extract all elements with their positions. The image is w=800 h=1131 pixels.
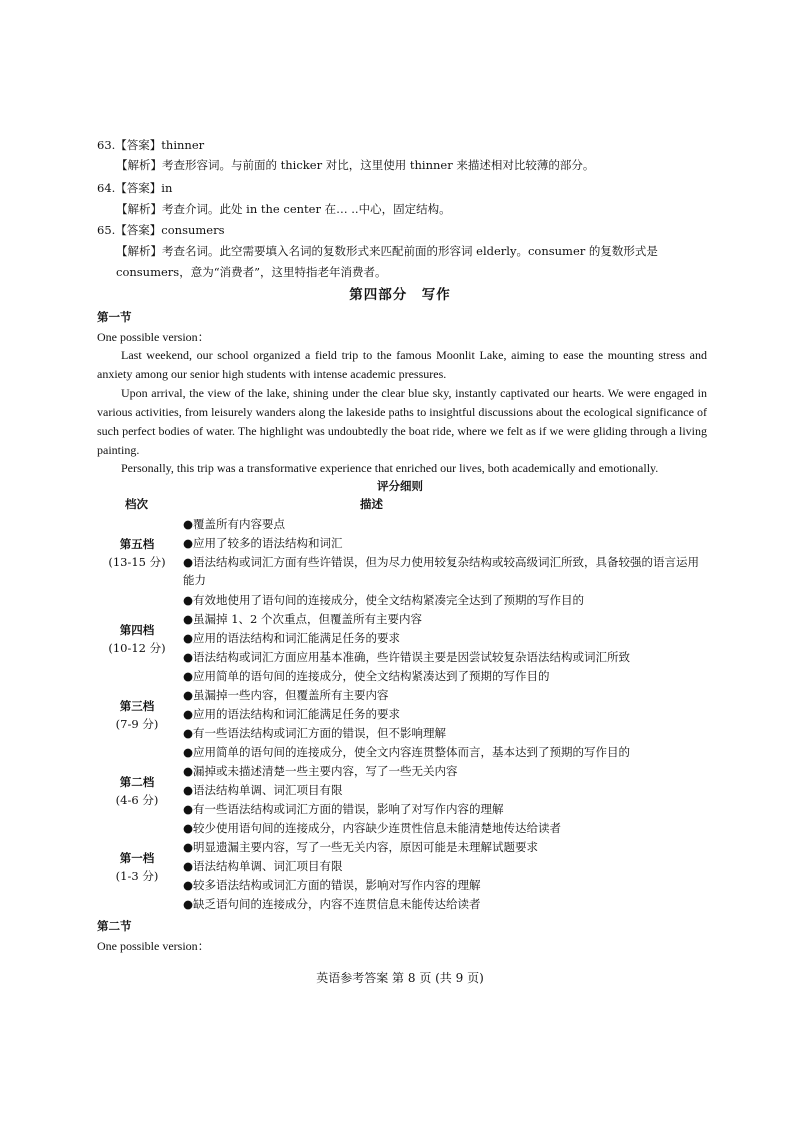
rubric-bullet: ●较多语法结构或词汇方面的错误，影响对写作内容的理解 — [183, 878, 481, 892]
answer-63 — [97, 137, 204, 154]
rubric-bullet: ●漏掉或未描述清楚一些主要内容，写了一些无关内容 — [183, 764, 458, 778]
essay-paragraph-2: Upon arrival, the view of the lake, shining under the clear blue sky, instantly captivated our hearts. We were engaged in various activities, from leisurely wanders along the lakeside paths to insightful discussions about the ecological significance of such perfect bodies of water. The highlight was undoubtedly the boat ride, where we felt as if we were gliding through a living painting. — [97, 386, 707, 457]
rubric-level-1 — [97, 849, 177, 885]
section1-title: 第一节 — [97, 310, 132, 324]
answer-text: 【答案】in — [115, 181, 173, 195]
level-name: 第四档 — [119, 623, 155, 637]
rubric-level-5 — [97, 535, 177, 571]
answer-number: 65. — [97, 223, 116, 237]
essay-paragraph-1: Last weekend, our school organized a field trip to the famous Moonlit Lake, aiming to ease the mounting stress and anxiety among our senior high students with intense academic pressures. — [97, 348, 707, 381]
rubric-bullet: ●语法结构单调、词汇项目有限 — [183, 859, 343, 873]
section1-version-label: One possible version： — [97, 330, 210, 344]
rubric-bullet: ●应用的语法结构和词汇能满足任务的要求 — [183, 707, 401, 721]
rubric-bullet: ●语法结构单调、词汇项目有限 — [183, 783, 343, 797]
rubric-bullet: ●缺乏语句间的连接成分，内容不连贯信息未能传达给读者 — [183, 897, 481, 911]
rubric-bullet: ●明显遗漏主要内容，写了一些无关内容，原因可能是未理解试题要求 — [183, 840, 539, 854]
level-range: (10-12 分) — [108, 641, 166, 655]
level-name: 第五档 — [119, 537, 155, 551]
answer-number: 63. — [97, 138, 116, 152]
answer-text: 【答案】thinner — [115, 138, 205, 152]
rubric-bullet: ●虽漏掉 1、2 个次重点，但覆盖所有主要内容 — [183, 612, 422, 626]
explanation-65-cont: consumers，意为“消费者”，这里特指老年消费者。 — [116, 265, 387, 279]
explanation-64: 【解析】考查介词。此处 in the center 在… ..中心，固定结构。 — [116, 202, 451, 216]
rubric-bullet: ●覆盖所有内容要点 — [183, 517, 286, 531]
answer-65 — [97, 222, 225, 239]
section2-version-label: One possible version： — [97, 939, 210, 953]
rubric-title: 评分细则 — [377, 479, 423, 493]
level-range: (13-15 分) — [108, 555, 166, 569]
answer-64 — [97, 180, 172, 197]
level-name: 第三档 — [119, 699, 155, 713]
rubric-level-2 — [97, 773, 177, 809]
page-footer: 英语参考答案 第 8 页 (共 9 页) — [316, 971, 484, 985]
rubric-level-4 — [97, 621, 177, 657]
explanation-63: 【解析】考查形容词。与前面的 thicker 对比，这里使用 thinner 来描述相对比较薄的部分。 — [116, 158, 595, 172]
rubric-bullet: ●应用简单的语句间的连接成分，使全文内容连贯整体而言，基本达到了预期的写作目的 — [183, 745, 631, 759]
explanation-65: 【解析】考查名词。此空需要填入名词的复数形式来匹配前面的形容词 elderly。consumer 的复数形式是 — [116, 244, 658, 258]
section2-title: 第二节 — [97, 919, 132, 933]
rubric-bullet: ●较少使用语句间的连接成分，内容缺少连贯性信息未能清楚地传达给读者 — [183, 821, 562, 835]
rubric-bullet: ●语法结构或词汇方面有些许错误，但为尽力使用较复杂结构或较高级词汇所致，具备较强的语言运用能力 — [183, 555, 700, 587]
rubric-bullet: ●应用的语法结构和词汇能满足任务的要求 — [183, 631, 401, 645]
rubric-bullet: ●有一些语法结构或词汇方面的错误，但不影响理解 — [183, 726, 447, 740]
level-range: (1-3 分) — [115, 869, 159, 883]
answer-number: 64. — [97, 181, 116, 195]
rubric-bullet: ●有效地使用了语句间的连接成分，使全文结构紧凑完全达到了预期的写作目的 — [183, 593, 585, 607]
rubric-col-level: 档次 — [125, 497, 148, 511]
essay-paragraph-3: Personally, this trip was a transformative experience that enriched our lives, both academically and emotionally. — [121, 461, 659, 475]
rubric-bullet: ●语法结构或词汇方面应用基本准确，些许错误主要是因尝试较复杂语法结构或词汇所致 — [183, 650, 631, 664]
rubric-bullet: ●应用了较多的语法结构和词汇 — [183, 536, 343, 550]
level-range: (4-6 分) — [115, 793, 159, 807]
rubric-bullet: ●有一些语法结构或词汇方面的错误，影响了对写作内容的理解 — [183, 802, 504, 816]
rubric-bullet: ●应用简单的语句间的连接成分，使全文结构紧凑达到了预期的写作目的 — [183, 669, 550, 683]
level-name: 第一档 — [119, 851, 155, 865]
answer-text: 【答案】consumers — [115, 223, 225, 237]
rubric-bullet: ●虽漏掉一些内容，但覆盖所有主要内容 — [183, 688, 389, 702]
rubric-col-desc: 描述 — [360, 497, 383, 511]
level-range: (7-9 分) — [115, 717, 159, 731]
part4-title: 第四部分 写作 — [349, 287, 451, 303]
level-name: 第二档 — [119, 775, 155, 789]
rubric-level-3 — [97, 697, 177, 733]
